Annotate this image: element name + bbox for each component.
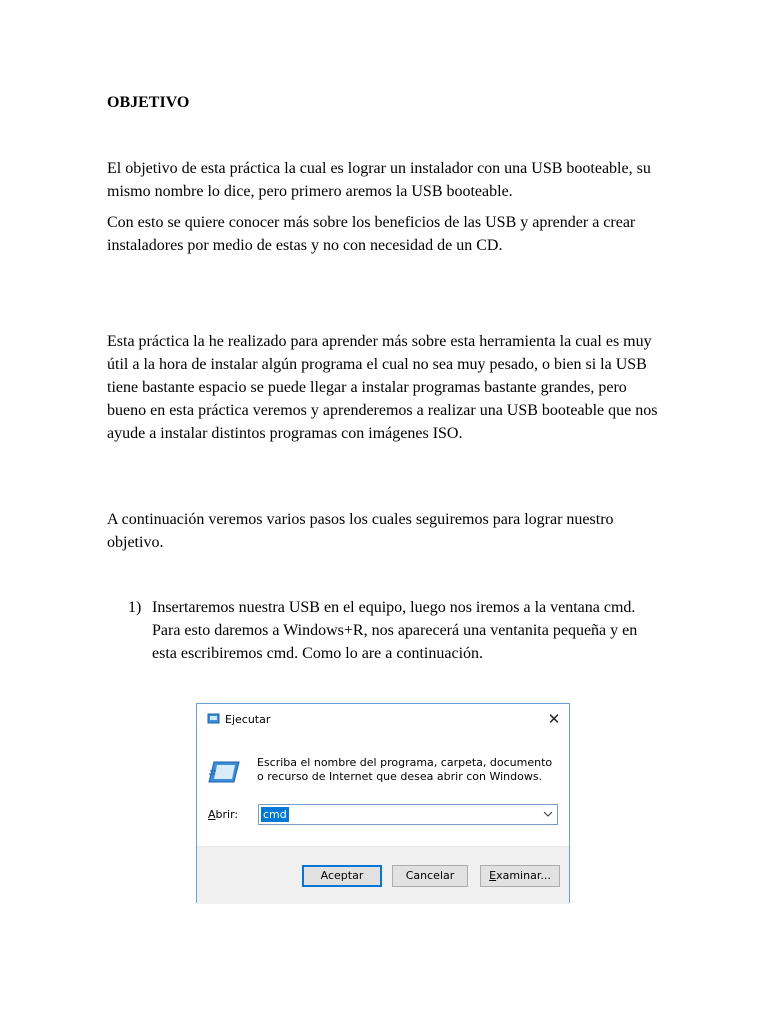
- dialog-description: Escriba el nombre del programa, carpeta, documento o recurso de Internet que desea abrir con Windows.: [257, 756, 553, 783]
- paragraph-objective: El objetivo de esta práctica la cual es lograr un instalador con una USB booteable, su mismo nombre lo dice, pero primero aremos la USB booteable.: [107, 160, 651, 200]
- paragraph-motivation: Esta práctica la he realizado para aprender más sobre esta herramienta la cual es muy útil a la hora de instalar algún programa el cual no sea muy pesado, o bien si la USB tiene bastante espacio se puede llegar a instalar programas bastante grandes, pero bueno en esta práctica veremos y aprenderemos a realizar una USB booteable que nos ayude a instalar distintos programas con imágenes ISO.: [107, 333, 658, 442]
- list-item-text: Insertaremos nuestra USB en el equipo, luego nos iremos a la ventana cmd. Para esto daremos a Windows+R, nos aparecerá una ventanita pequeña y en esta escribiremos cmd. Como lo are a continuación.: [152, 599, 638, 662]
- close-button[interactable]: [539, 704, 569, 734]
- open-label-accesskey: A: [208, 808, 216, 821]
- dialog-titlebar: [197, 704, 569, 734]
- cancel-button[interactable]: Cancelar: [392, 865, 468, 887]
- list-item-number: 1): [128, 599, 142, 616]
- dialog-title: Ejecutar: [225, 713, 271, 726]
- open-input-value[interactable]: cmd: [263, 808, 287, 821]
- paragraph-purpose: Con esto se quiere conocer más sobre los beneficios de las USB y aprender a crear instaladores por medio de estas y no con necesidad de un CD.: [107, 214, 636, 254]
- open-label-text: brir:: [215, 808, 239, 821]
- run-program-icon: [208, 759, 240, 785]
- open-combobox[interactable]: [258, 804, 558, 825]
- browse-accesskey: E: [489, 869, 497, 882]
- open-label: [208, 808, 238, 821]
- accept-button[interactable]: Aceptar: [302, 865, 382, 887]
- run-app-icon: [207, 713, 220, 724]
- browse-label: xaminar...: [496, 869, 551, 882]
- dialog-footer: [197, 846, 569, 904]
- paragraph-steps-intro: A continuación veremos varios pasos los cuales seguiremos para lograr nuestro objetivo.: [107, 511, 614, 551]
- chevron-down-icon[interactable]: [543, 809, 553, 819]
- close-icon: ✕: [547, 710, 561, 728]
- document-heading: OBJETIVO: [107, 94, 190, 111]
- run-dialog: [196, 703, 570, 903]
- browse-button[interactable]: [480, 865, 560, 887]
